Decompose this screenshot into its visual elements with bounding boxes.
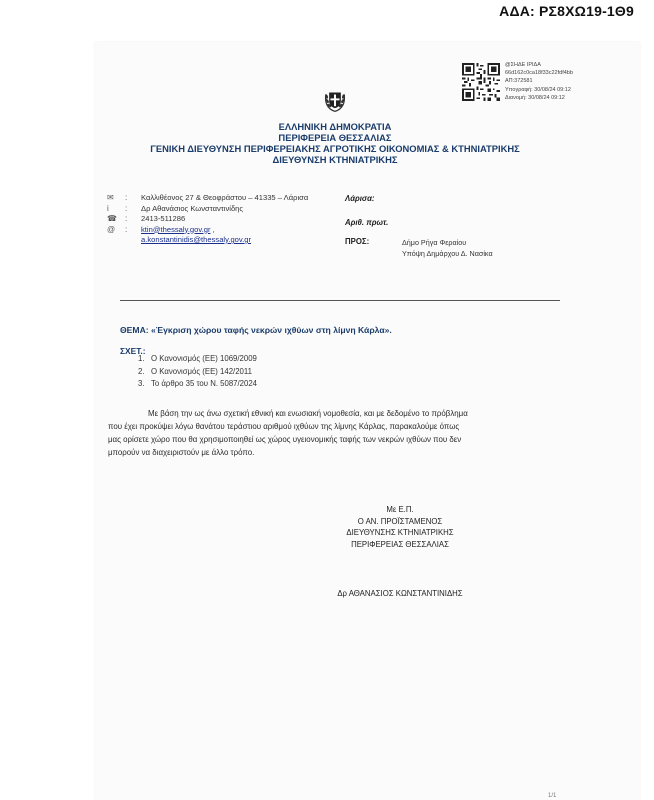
header-line-general-directorate: ΓΕΝΙΚΗ ΔΙΕΥΘΥΝΣΗ ΠΕΡΙΦΕΡΕΙΑΚΗΣ ΑΓΡΟΤΙΚΗΣ ΟΙΚΟΝΟΜΙΑΣ & ΚΤΗΝΙΑΤΡΙΚΗΣ	[150, 143, 520, 154]
ada-code: ΑΔΑ: ΡΣ8ΧΩ19-1Θ9	[499, 3, 634, 19]
body-line: Με βάση την ως άνω σχετική εθνική και ενωσιακή νομοθεσία, και με δεδομένο το πρόβλημα	[148, 409, 468, 418]
separator: :	[125, 214, 128, 223]
list-text: Το άρθρο 35 του Ν. 5087/2024	[151, 379, 258, 389]
separator: :	[125, 224, 128, 234]
list-item	[138, 366, 257, 379]
header-line-republic: ΕΛΛΗΝΙΚΗ ΔΗΜΟΚΡΑΤΙΑ	[278, 121, 392, 132]
signature-line: ΠΕΡΙΦΕΡΕΙΑΣ ΘΕΣΣΑΛΙΑΣ	[351, 539, 449, 549]
page-number: 1/1	[548, 793, 557, 799]
stamp-line: ΑΠ:372581	[505, 78, 533, 85]
contact-separators	[125, 193, 127, 235]
recipient-line: Υπόψη Δημάρχου Δ. Νασίκα	[402, 249, 493, 258]
place-label: Λάρισα:	[345, 194, 375, 203]
header-line-region: ΠΕΡΙΦΕΡΕΙΑ ΘΕΣΣΑΛΙΑΣ	[278, 132, 392, 143]
signature-block	[330, 504, 470, 550]
email-link-secondary[interactable]: a.konstantinidis@thessaly.gov.gr	[141, 235, 251, 244]
phone-icon: ☎	[107, 214, 117, 223]
protocol-label: Αριθ. πρωτ.	[345, 218, 389, 227]
stamp-line: 66d162c0ca18f33c22fdf4bb	[505, 70, 573, 77]
contact-person: Δρ Αθανάσιος Κωνσταντινίδης	[141, 203, 244, 213]
list-text: Ο Κανονισμός (ΕΕ) 142/2011	[151, 366, 252, 376]
body-line: που έχει προκύψει λόγω θανάτου τεράστιου αριθμού ιχθύων της λίμνης Κάρλας, παρακαλούμε όπως	[108, 422, 460, 431]
separator: :	[125, 193, 128, 202]
list-number: 1.	[138, 354, 145, 363]
stamp-line: Διανομή: 30/08/24 09:12	[505, 94, 565, 101]
related-label: ΣΧΕΤ.:	[120, 346, 146, 356]
to-label: ΠΡΟΣ:	[345, 237, 370, 246]
separator: :	[125, 203, 128, 213]
body-line: μας ορίσετε χώρο που θα χρησιμοποιηθεί ως χώρος υγειονομικής ταφής των νεκρών ιχθύων που δεν	[108, 435, 462, 444]
signature-line: Με Ε.Π.	[386, 505, 414, 514]
list-item	[138, 353, 257, 366]
digital-signature-stamp	[505, 61, 573, 102]
email-link-primary[interactable]: ktin@thessaly.gov.gr	[141, 224, 211, 234]
info-icon: i	[107, 203, 109, 213]
greek-emblem-icon	[322, 88, 348, 114]
qr-code-icon	[462, 63, 500, 101]
divider-rule	[120, 300, 560, 301]
subject-line: ΘΕΜΑ: «Έγκριση χώρου ταφής νεκρών ιχθύων στη λίμνη Κάρλα».	[120, 325, 392, 335]
list-number: 2.	[138, 366, 145, 376]
recipient-block	[402, 237, 493, 259]
recipient-line: Δήμο Ρήγα Φεραίου	[402, 238, 467, 247]
list-number: 3.	[138, 379, 145, 389]
signature-line: ΔΙΕΥΘΥΝΣΗΣ ΚΤΗΝΙΑΤΡΙΚΗΣ	[346, 528, 454, 538]
email-suffix: ,	[210, 224, 215, 234]
stamp-line: Υπογραφή: 30/08/24 09:12	[505, 86, 571, 93]
contact-block	[141, 193, 308, 246]
signature-line: Ο ΑΝ. ΠΡΟΪΣΤΑΜΕΝΟΣ	[357, 516, 443, 526]
contact-icons	[107, 193, 117, 235]
contact-address: Καλλιθέονος 27 & Θεοφράστου – 41335 – Λάρισα	[141, 193, 309, 202]
body-line: μπορούν να διαχειριστούν με άλλο τρόπο.	[108, 448, 255, 457]
list-item	[138, 378, 257, 391]
signatory-name: Δρ ΑΘΑΝΑΣΙΟΣ ΚΩΝΣΤΑΝΤΙΝΙΔΗΣ	[337, 589, 463, 598]
contact-phone: 2413-511286	[141, 214, 186, 223]
body-paragraph	[108, 407, 562, 459]
envelope-icon: ✉	[107, 193, 114, 202]
related-list	[138, 353, 257, 391]
at-icon: @	[107, 224, 116, 234]
list-text: Ο Κανονισμός (ΕΕ) 1069/2009	[151, 354, 257, 363]
header-line-directorate: ΔΙΕΥΘΥΝΣΗ ΚΤΗΝΙΑΤΡΙΚΗΣ	[272, 154, 398, 165]
stamp-line: @ΣΗΔΕ ΙΡΙΔΑ	[505, 62, 541, 68]
